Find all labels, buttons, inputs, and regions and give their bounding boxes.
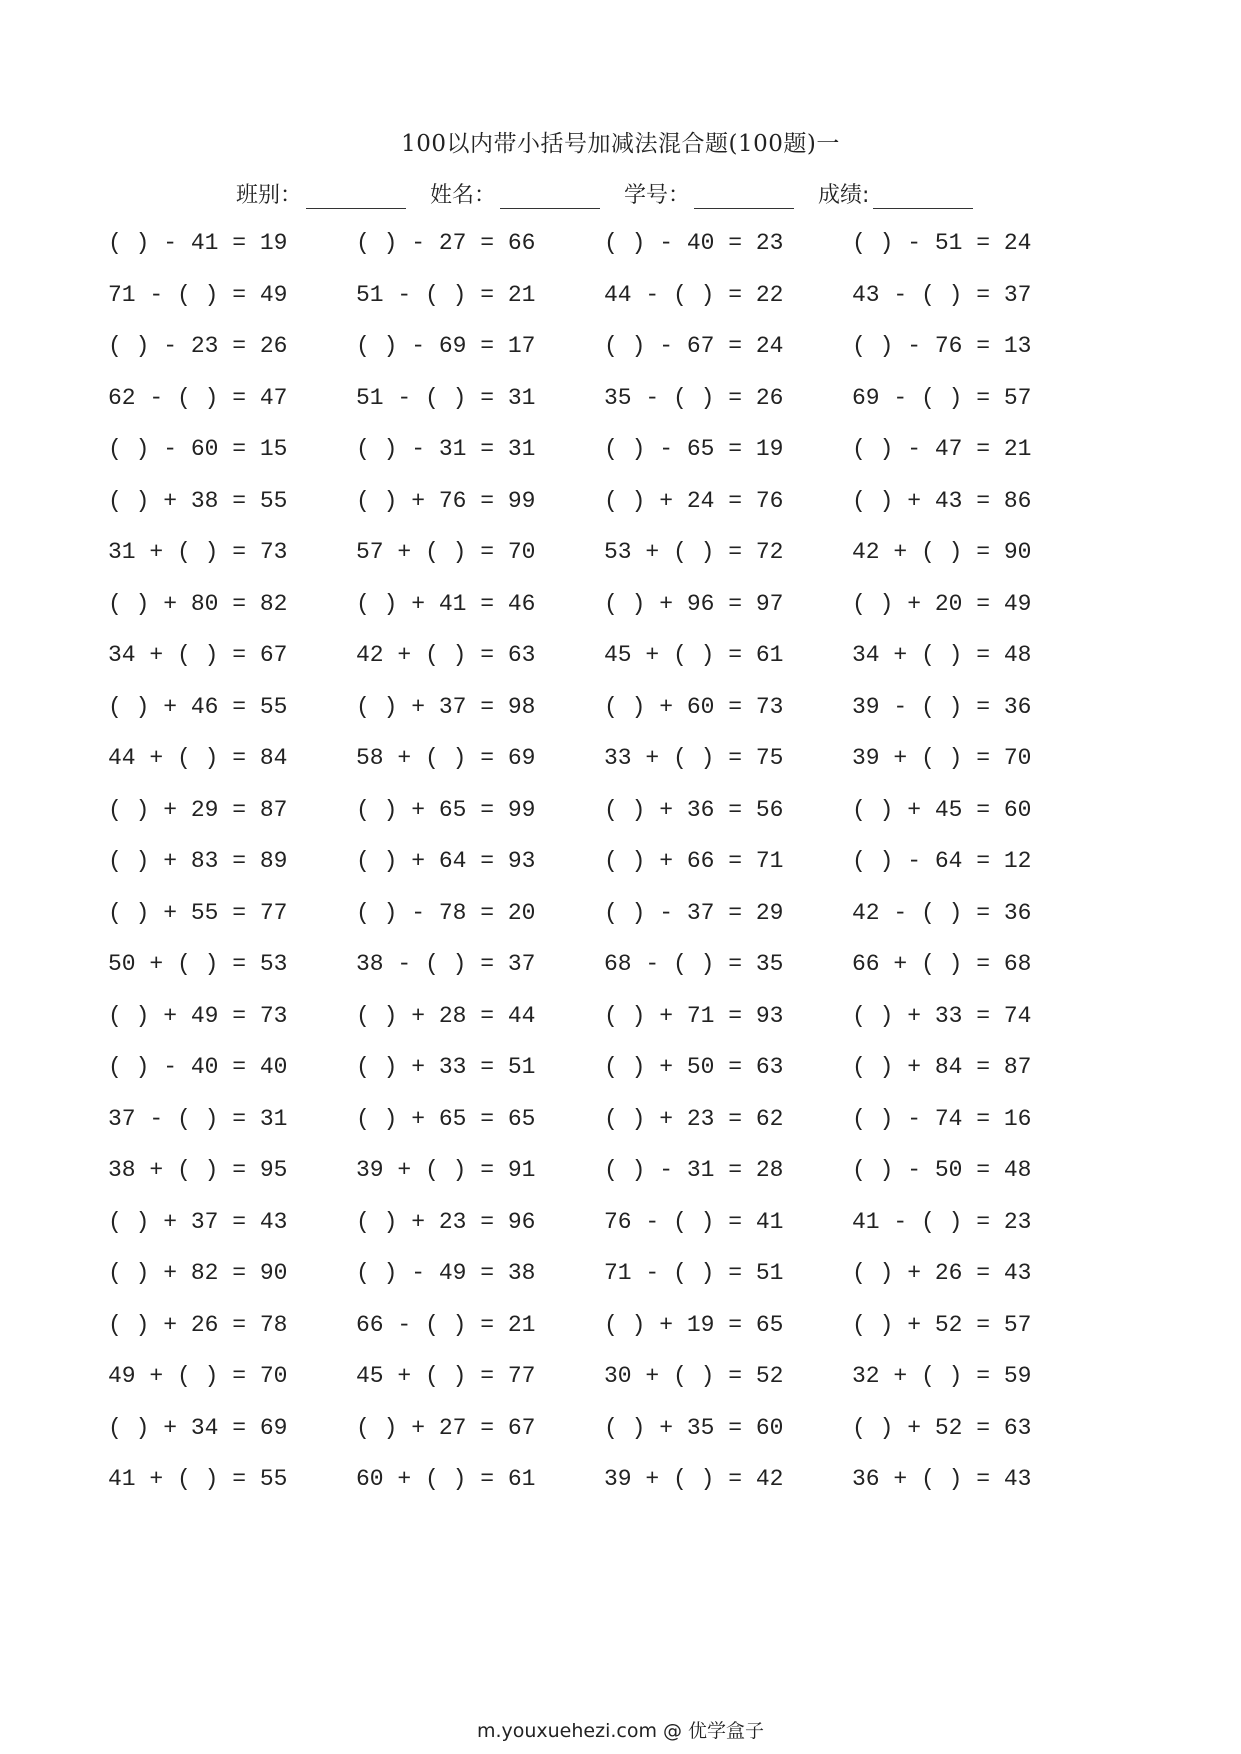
problem-item: 30 + ( ) = 52 [604, 1363, 784, 1389]
student-id-field [624, 178, 794, 209]
problem-item: ( ) - 40 = 40 [108, 1054, 288, 1080]
problem-item: ( ) + 80 = 82 [108, 590, 288, 617]
problem-item: ( ) + 20 = 49 [852, 590, 1032, 617]
name-label: 姓名： [430, 183, 497, 208]
problem-item: 49 + ( ) = 70 [108, 1363, 288, 1389]
problem-item: 53 + ( ) = 72 [604, 539, 784, 565]
problem-item: ( ) - 37 = 29 [604, 899, 784, 926]
problem-item: ( ) - 31 = 31 [356, 436, 536, 462]
problem-item: ( ) + 24 = 76 [604, 487, 784, 514]
problem-item: ( ) - 23 = 26 [108, 333, 288, 359]
problem-item: ( ) - 64 = 12 [852, 848, 1032, 874]
problem-item: 50 + ( ) = 53 [108, 951, 288, 977]
problem-item: 42 + ( ) = 90 [852, 539, 1032, 565]
problem-item: 39 + ( ) = 91 [356, 1157, 536, 1183]
problem-item: ( ) - 47 = 21 [852, 436, 1032, 462]
class-blank[interactable] [306, 188, 406, 209]
problem-item: ( ) + 45 = 60 [852, 796, 1032, 823]
problem-item: 41 - ( ) = 23 [852, 1208, 1032, 1235]
problem-item: 38 - ( ) = 37 [356, 951, 536, 977]
student-info-line [236, 178, 997, 209]
problem-item: 41 + ( ) = 55 [108, 1466, 288, 1492]
problem-item: ( ) - 65 = 19 [604, 436, 784, 462]
student-id-label: 学号： [624, 183, 691, 208]
problem-item: ( ) + 52 = 63 [852, 1414, 1032, 1441]
problem-item: ( ) + 26 = 43 [852, 1260, 1032, 1286]
problem-item: ( ) + 43 = 86 [852, 487, 1032, 514]
problem-item: ( ) + 65 = 99 [356, 796, 536, 823]
problem-item: 44 - ( ) = 22 [604, 281, 784, 308]
problem-item: 51 - ( ) = 31 [356, 384, 536, 411]
problem-item: ( ) + 37 = 43 [108, 1208, 288, 1235]
problem-item: ( ) + 50 = 63 [604, 1054, 784, 1080]
name-field [430, 178, 600, 209]
problem-item: ( ) + 96 = 97 [604, 590, 784, 617]
score-blank[interactable] [873, 188, 973, 209]
problem-item: ( ) + 49 = 73 [108, 1002, 288, 1029]
student-id-blank[interactable] [694, 188, 794, 209]
problem-item: 57 + ( ) = 70 [356, 539, 536, 565]
problem-item: ( ) - 31 = 28 [604, 1157, 784, 1183]
problem-item: ( ) + 19 = 65 [604, 1311, 784, 1338]
problem-item: ( ) - 76 = 13 [852, 333, 1032, 359]
problem-item: 39 + ( ) = 42 [604, 1466, 784, 1492]
problem-item: ( ) + 33 = 74 [852, 1002, 1032, 1029]
problem-grid [108, 228, 1032, 1516]
problem-item: ( ) + 23 = 62 [604, 1105, 784, 1132]
problem-item: 34 + ( ) = 48 [852, 642, 1032, 668]
problem-item: ( ) + 36 = 56 [604, 796, 784, 823]
problem-item: 60 + ( ) = 61 [356, 1466, 536, 1492]
problem-item: ( ) + 37 = 98 [356, 693, 536, 720]
problem-item: 66 - ( ) = 21 [356, 1311, 536, 1338]
problem-item: ( ) - 49 = 38 [356, 1260, 536, 1286]
problem-item: ( ) - 50 = 48 [852, 1157, 1032, 1183]
class-field [236, 178, 406, 209]
problem-item: 42 - ( ) = 36 [852, 899, 1032, 926]
problem-item: 36 + ( ) = 43 [852, 1466, 1032, 1492]
footer-watermark: m.youxuehezi.com @ 优学盒子 [476, 1720, 765, 1742]
name-blank[interactable] [500, 188, 600, 209]
problem-item: 45 + ( ) = 61 [604, 642, 784, 668]
problem-item: 71 - ( ) = 49 [108, 281, 288, 308]
score-field [818, 178, 973, 209]
problem-item: 62 - ( ) = 47 [108, 384, 288, 411]
problem-item: 34 + ( ) = 67 [108, 642, 288, 668]
problem-item: ( ) + 64 = 93 [356, 848, 536, 874]
problem-item: ( ) + 26 = 78 [108, 1311, 288, 1338]
score-label: 成绩: [818, 183, 870, 208]
problem-item: ( ) + 34 = 69 [108, 1414, 288, 1441]
problem-item: ( ) - 27 = 66 [356, 230, 536, 256]
problem-item: 42 + ( ) = 63 [356, 642, 536, 668]
problem-item: ( ) + 65 = 65 [356, 1105, 536, 1132]
problem-item: 39 + ( ) = 70 [852, 745, 1032, 771]
problem-item: ( ) + 33 = 51 [356, 1054, 536, 1080]
problem-item: ( ) - 60 = 15 [108, 436, 288, 462]
problem-item: 43 - ( ) = 37 [852, 281, 1032, 308]
problem-item: ( ) + 82 = 90 [108, 1260, 288, 1286]
problem-item: ( ) + 71 = 93 [604, 1002, 784, 1029]
problem-item: 68 - ( ) = 35 [604, 951, 784, 977]
problem-item: ( ) - 78 = 20 [356, 899, 536, 926]
problem-item: ( ) + 23 = 96 [356, 1208, 536, 1235]
problem-item: 45 + ( ) = 77 [356, 1363, 536, 1389]
problem-item: ( ) + 27 = 67 [356, 1414, 536, 1441]
problem-item: ( ) + 83 = 89 [108, 848, 288, 874]
problem-item: 39 - ( ) = 36 [852, 693, 1032, 720]
problem-item: ( ) + 66 = 71 [604, 848, 784, 874]
problem-item: ( ) + 29 = 87 [108, 796, 288, 823]
problem-item: ( ) + 28 = 44 [356, 1002, 536, 1029]
problem-item: ( ) + 60 = 73 [604, 693, 784, 720]
problem-item: 66 + ( ) = 68 [852, 951, 1032, 977]
problem-item: ( ) - 41 = 19 [108, 230, 288, 256]
problem-item: ( ) + 46 = 55 [108, 693, 288, 720]
problem-item: 35 - ( ) = 26 [604, 384, 784, 411]
problem-item: 51 - ( ) = 21 [356, 281, 536, 308]
problem-item: ( ) + 84 = 87 [852, 1054, 1032, 1080]
page-title: 100以内带小括号加减法混合题(100题)一 [401, 131, 840, 157]
problem-item: ( ) + 35 = 60 [604, 1414, 784, 1441]
problem-item: 38 + ( ) = 95 [108, 1157, 288, 1183]
problem-item: ( ) - 67 = 24 [604, 333, 784, 359]
problem-item: ( ) - 69 = 17 [356, 333, 536, 359]
problem-item: 71 - ( ) = 51 [604, 1260, 784, 1286]
problem-item: 31 + ( ) = 73 [108, 539, 288, 565]
problem-item: ( ) + 38 = 55 [108, 487, 288, 514]
problem-item: 32 + ( ) = 59 [852, 1363, 1032, 1389]
problem-item: 44 + ( ) = 84 [108, 745, 288, 771]
problem-item: ( ) + 55 = 77 [108, 899, 288, 926]
problem-item: ( ) - 40 = 23 [604, 230, 784, 256]
class-label: 班别： [236, 183, 303, 208]
problem-item: 69 - ( ) = 57 [852, 384, 1032, 411]
problem-item: ( ) + 52 = 57 [852, 1311, 1032, 1338]
problem-item: ( ) + 76 = 99 [356, 487, 536, 514]
problem-item: 58 + ( ) = 69 [356, 745, 536, 771]
problem-item: ( ) - 74 = 16 [852, 1105, 1032, 1132]
problem-item: 37 - ( ) = 31 [108, 1105, 288, 1132]
problem-item: 33 + ( ) = 75 [604, 745, 784, 771]
problem-item: ( ) + 41 = 46 [356, 590, 536, 617]
problem-item: ( ) - 51 = 24 [852, 230, 1032, 256]
problem-item: 76 - ( ) = 41 [604, 1208, 784, 1235]
